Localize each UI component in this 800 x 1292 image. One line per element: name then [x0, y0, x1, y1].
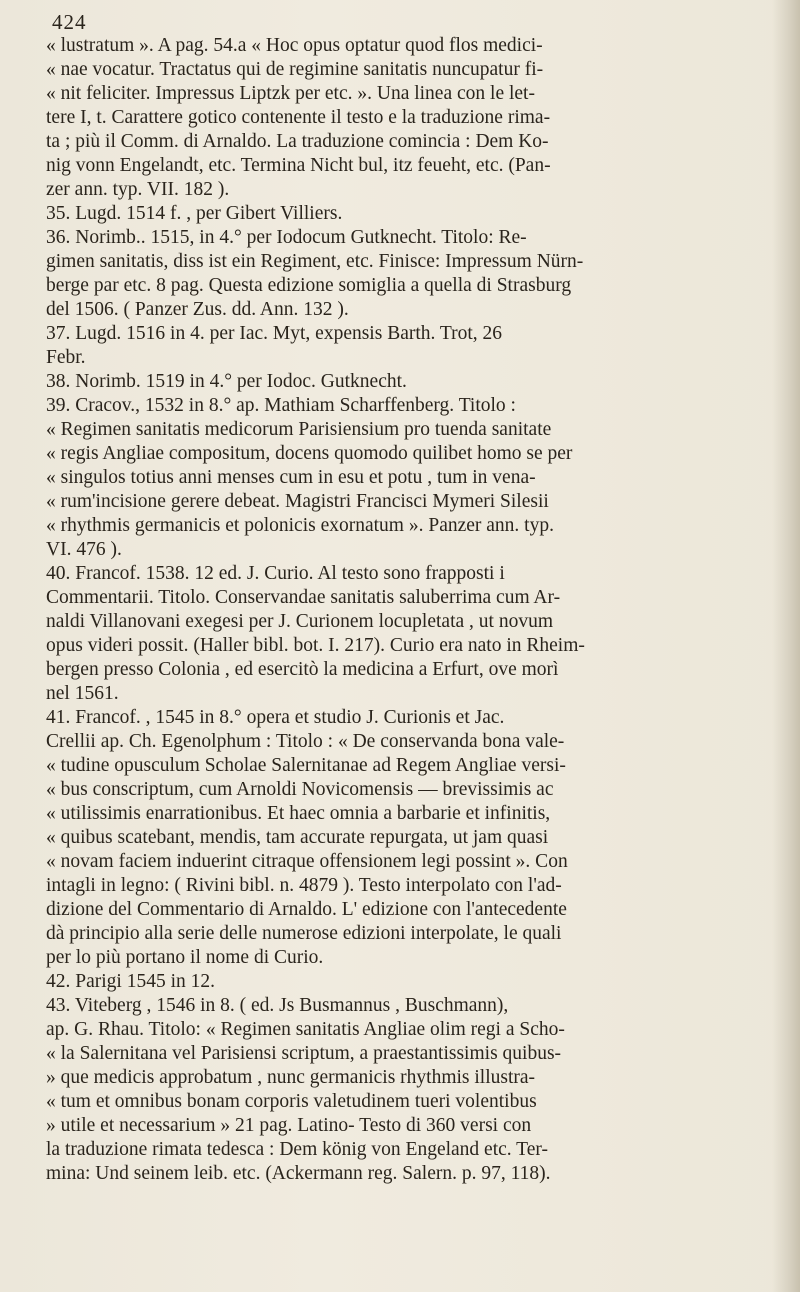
text-line: opus videri possit. (Haller bibl. bot. I. 217). Curio era nato in Rheim-: [46, 635, 585, 656]
text-line: per lo più portano il nome di Curio.: [46, 947, 324, 968]
text-line: 41. Francof. , 1545 in 8.° opera et studio J. Curionis et Jac.: [46, 707, 505, 728]
text-line: gimen sanitatis, diss ist ein Regiment, etc. Finisce: Impressum Nürn-: [46, 251, 584, 272]
text-line: « nit feliciter. Impressus Liptzk per etc. ». Una linea con le let-: [46, 83, 535, 104]
page-binding-edge: [772, 0, 800, 1292]
text-line: nig vonn Engelandt, etc. Termina Nicht bul, itz feueht, etc. (Pan-: [46, 155, 551, 176]
text-line: mina: Und seinem leib. etc. (Ackermann reg. Salern. p. 97, 118).: [46, 1163, 551, 1184]
text-line: » utile et necessarium » 21 pag. Latino- Testo di 360 versi con: [46, 1115, 532, 1136]
text-line: 36. Norimb.. 1515, in 4.° per Iodocum Gutknecht. Titolo: Re-: [46, 227, 527, 248]
text-line: « bus conscriptum, cum Arnoldi Novicomensis — brevissimis ac: [46, 779, 554, 800]
text-line: Febr.: [46, 347, 86, 368]
text-line: 40. Francof. 1538. 12 ed. J. Curio. Al testo sono frapposti i: [46, 563, 505, 584]
text-line: 43. Viteberg , 1546 in 8. ( ed. Js Busmannus , Buschmann),: [46, 995, 509, 1016]
text-line: naldi Villanovani exegesi per J. Curionem locupletata , ut novum: [46, 611, 553, 632]
body-text: [46, 34, 734, 1186]
text-line: « rhythmis germanicis et polonicis exornatum ». Panzer ann. typ.: [46, 515, 554, 536]
text-line: la traduzione rimata tedesca : Dem könig von Engeland etc. Ter-: [46, 1139, 548, 1160]
text-line: dà principio alla serie delle numerose edizioni interpolate, le quali: [46, 923, 562, 944]
text-line: nel 1561.: [46, 683, 119, 704]
text-line: « la Salernitana vel Parisiensi scriptum, a praestantissimis quibus-: [46, 1043, 562, 1064]
text-line: « nae vocatur. Tractatus qui de regimine sanitatis nuncupatur fi-: [46, 59, 544, 80]
text-line: « rum'incisione gerere debeat. Magistri Francisci Mymeri Silesii: [46, 491, 549, 512]
text-line: 42. Parigi 1545 in 12.: [46, 971, 215, 992]
text-line: berge par etc. 8 pag. Questa edizione somiglia a quella di Strasburg: [46, 275, 572, 296]
page-number: 424: [52, 10, 87, 34]
text-line: Commentarii. Titolo. Conservandae sanitatis saluberrima cum Ar-: [46, 587, 561, 608]
text-line: 39. Cracov., 1532 in 8.° ap. Mathiam Scharffenberg. Titolo :: [46, 395, 516, 416]
text-line: bergen presso Colonia , ed esercitò la medicina a Erfurt, ove morì: [46, 659, 559, 680]
text-line: 37. Lugd. 1516 in 4. per Iac. Myt, expensis Barth. Trot, 26: [46, 323, 503, 344]
text-line: « novam faciem induerint citraque offensionem legi possint ». Con: [46, 851, 568, 872]
text-line: Crellii ap. Ch. Egenolphum : Titolo : « De conservanda bona vale-: [46, 731, 565, 752]
text-line: 35. Lugd. 1514 f. , per Gibert Villiers.: [46, 203, 343, 224]
text-line: intagli in legno: ( Rivini bibl. n. 4879 ). Testo interpolato con l'ad-: [46, 875, 562, 896]
text-line: « Regimen sanitatis medicorum Parisiensium pro tuenda sanitate: [46, 419, 552, 440]
text-line: « utilissimis enarrationibus. Et haec omnia a barbarie et infinitis,: [46, 803, 551, 824]
text-line: 38. Norimb. 1519 in 4.° per Iodoc. Gutknecht.: [46, 371, 407, 392]
text-line: tere I, t. Carattere gotico contenente il testo e la traduzione rima-: [46, 107, 551, 128]
text-line: « singulos totius anni menses cum in esu et potu , tum in vena-: [46, 467, 536, 488]
text-line: dizione del Commentario di Arnaldo. L' edizione con l'antecedente: [46, 899, 567, 920]
text-line: « lustratum ». A pag. 54.a « Hoc opus optatur quod flos medici-: [46, 35, 543, 56]
text-line: « regis Angliae compositum, docens quomodo quilibet homo se per: [46, 443, 573, 464]
text-line: ap. G. Rhau. Titolo: « Regimen sanitatis Angliae olim regi a Scho-: [46, 1019, 565, 1040]
text-line: « tum et omnibus bonam corporis valetudinem tueri volentibus: [46, 1091, 537, 1112]
text-line: zer ann. typ. VII. 182 ).: [46, 179, 230, 200]
text-line: ta ; più il Comm. di Arnaldo. La traduzione comincia : Dem Ko-: [46, 131, 549, 152]
text-line: « tudine opusculum Scholae Salernitanae ad Regem Angliae versi-: [46, 755, 566, 776]
text-line: del 1506. ( Panzer Zus. dd. Ann. 132 ).: [46, 299, 349, 320]
text-line: » que medicis approbatum , nunc germanicis rhythmis illustra-: [46, 1067, 536, 1088]
text-line: VI. 476 ).: [46, 539, 122, 560]
text-line: « quibus scatebant, mendis, tam accurate repurgata, ut jam quasi: [46, 827, 549, 848]
